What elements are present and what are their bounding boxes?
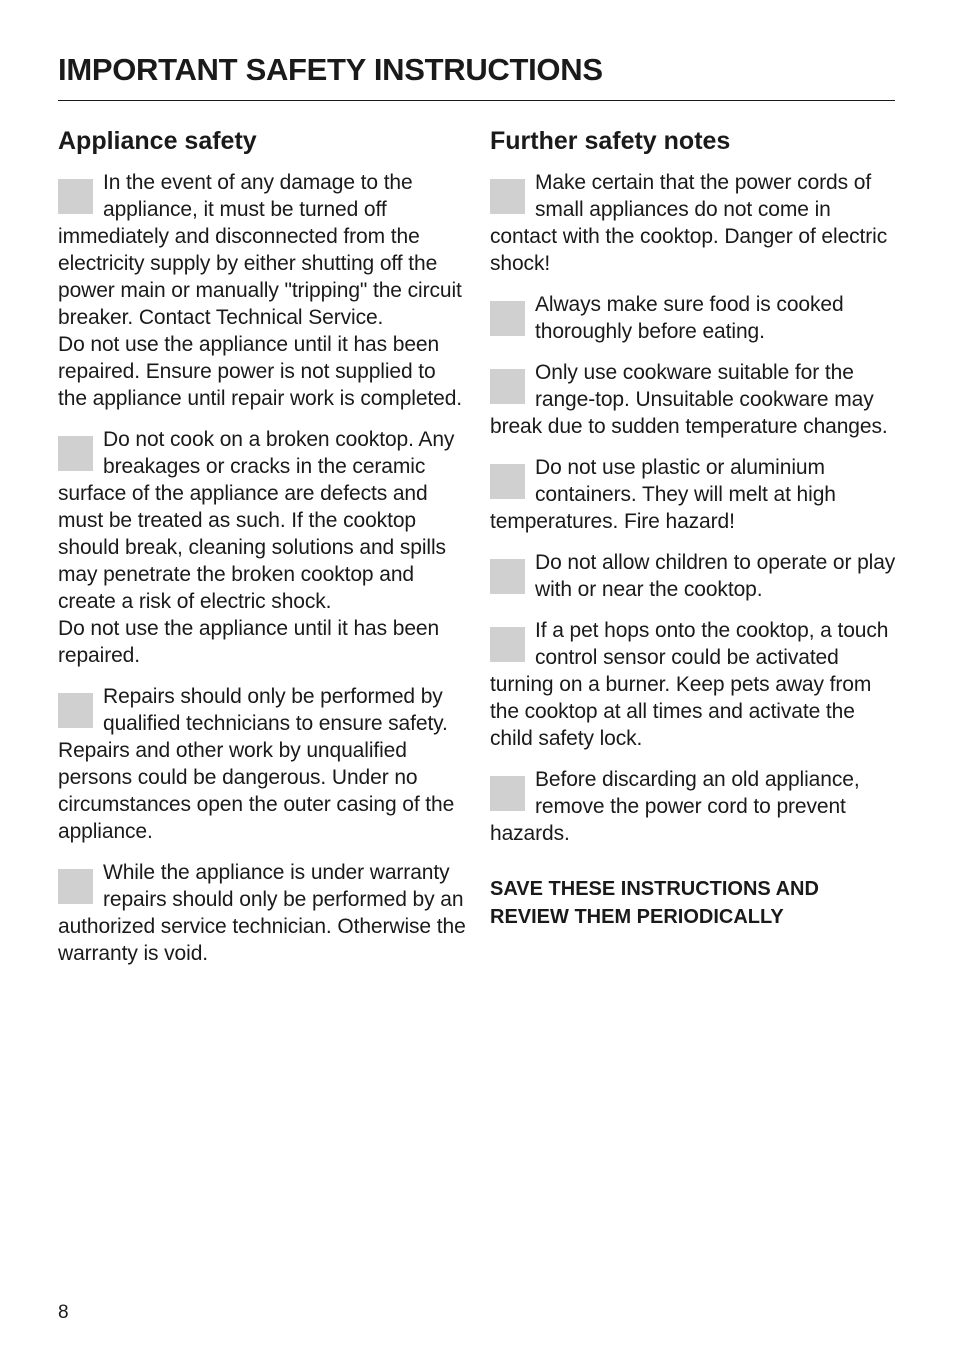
safety-item [58,169,468,412]
bullet-square-icon [490,369,525,404]
bullet-square-icon [490,301,525,336]
safety-item-text: Repairs should only be performed by qualified technicians to ensure safety. Repairs and other work by unqualified persons could be dangerous. Under no circumstances open the outer casing of the appliance. [58,685,455,843]
bullet-square-icon [58,869,93,904]
safety-item [490,359,900,440]
safety-item-text: Only use cookware suitable for the range-top. Unsuitable cookware may break due to sudden temperature changes. [490,361,888,438]
page-title: IMPORTANT SAFETY INSTRUCTIONS [58,52,603,87]
page-number: 8 [58,1302,69,1323]
bullet-square-icon [490,464,525,499]
safety-item [58,859,468,967]
safety-item-text: Do not use the appliance until it has been repaired. [58,617,440,667]
safety-item-text: Do not cook on a broken cooktop. Any breakages or cracks in the ceramic surface of the appliance are defects and must be treated as such. If the cooktop should break, cleaning solutions and spills may penetrate the broken cooktop and create a risk of electric shock. [58,428,455,613]
bullet-square-icon [490,559,525,594]
safety-item-text: Always make sure food is cooked thoroughly before eating. [535,293,844,343]
title-divider [58,100,895,101]
safety-item-text: Make certain that the power cords of small appliances do not come in contact with the cooktop. Danger of electric shock! [490,171,888,275]
safety-item [490,169,900,277]
bullet-square-icon [58,179,93,214]
safety-item-text: Before discarding an old appliance, remove the power cord to prevent hazards. [490,768,860,845]
save-note-line: SAVE THESE INSTRUCTIONS AND [490,878,819,900]
safety-item-text: While the appliance is under warranty repairs should only be performed by an authorized service technician. Otherwise the warranty is void. [58,861,466,965]
safety-item [490,291,900,345]
safety-item-text: In the event of any damage to the appliance, it must be turned off immediately and disconnected from the electricity supply by either shutting off the power main or manually "tripping" the circuit breaker. Contact Technical Service. [58,171,462,329]
save-instructions-note [490,875,900,931]
safety-item-text: Do not allow children to operate or play with or near the cooktop. [535,551,896,601]
safety-item [490,766,900,847]
safety-item [490,454,900,535]
safety-item [58,683,468,845]
safety-item-text: Do not use plastic or aluminium containers. They will melt at high temperatures. Fire hazard! [490,456,836,533]
safety-item [58,426,468,669]
bullet-square-icon [58,693,93,728]
further-safety-heading: Further safety notes [490,127,731,155]
appliance-safety-section [58,123,468,981]
safety-item-text: Do not use the appliance until it has been repaired. Ensure power is not supplied to the appliance until repair work is completed. [58,333,463,410]
save-note-line: REVIEW THEM PERIODICALLY [490,906,784,928]
bullet-square-icon [58,436,93,471]
bullet-square-icon [490,179,525,214]
appliance-safety-heading: Appliance safety [58,127,257,155]
bullet-square-icon [490,627,525,662]
safety-item [490,549,900,603]
safety-item [490,617,900,752]
further-safety-section [490,123,900,931]
safety-item-text: If a pet hops onto the cooktop, a touch control sensor could be activated turning on a burner. Keep pets away from the cooktop at all times and activate the child safety lock. [490,619,889,750]
bullet-square-icon [490,776,525,811]
